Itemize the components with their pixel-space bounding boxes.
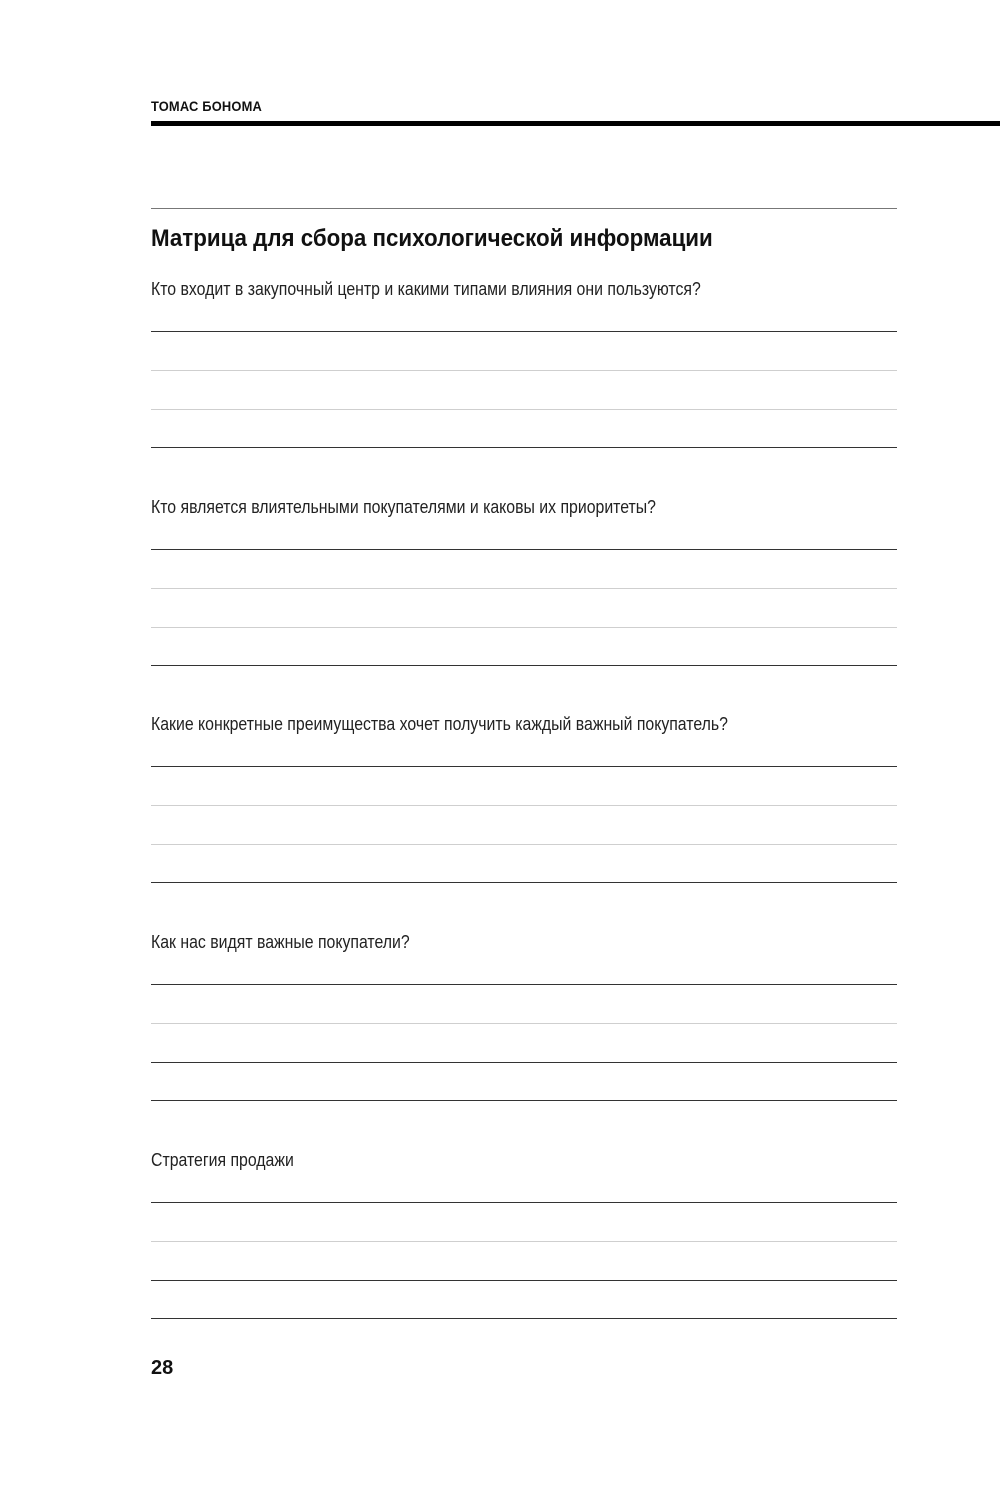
- answer-line[interactable]: [151, 882, 897, 883]
- answer-line[interactable]: [151, 1202, 897, 1203]
- answer-line[interactable]: [151, 805, 897, 806]
- question-text: Кто входит в закупочный центр и какими типами влияния они пользуются?: [151, 279, 701, 299]
- header-rule: [151, 121, 1000, 126]
- question-text: Кто является влиятельными покупателями и каковы их приоритеты?: [151, 497, 656, 517]
- answer-line[interactable]: [151, 1318, 897, 1319]
- answer-line[interactable]: [151, 549, 897, 550]
- answer-line[interactable]: [151, 1241, 897, 1242]
- answer-line[interactable]: [151, 766, 897, 767]
- question-text: Какие конкретные преимущества хочет получить каждый важный покупатель?: [151, 714, 728, 734]
- answer-line[interactable]: [151, 1062, 897, 1063]
- answer-line[interactable]: [151, 588, 897, 589]
- question-text: Как нас видят важные покупатели?: [151, 932, 410, 952]
- answer-line[interactable]: [151, 665, 897, 666]
- title-top-rule: [151, 208, 897, 209]
- page-title: Матрица для сбора психологической информации: [151, 225, 713, 252]
- question-text: Стратегия продажи: [151, 1150, 294, 1170]
- answer-line[interactable]: [151, 1023, 897, 1024]
- page-number: 28: [151, 1357, 174, 1379]
- answer-line[interactable]: [151, 331, 897, 332]
- answer-line[interactable]: [151, 1280, 897, 1281]
- running-head: ТОМАС БОНОМА: [151, 98, 263, 114]
- answer-line[interactable]: [151, 447, 897, 448]
- answer-line[interactable]: [151, 844, 897, 845]
- answer-line[interactable]: [151, 409, 897, 410]
- answer-line[interactable]: [151, 1100, 897, 1101]
- answer-line[interactable]: [151, 627, 897, 628]
- answer-line[interactable]: [151, 984, 897, 985]
- answer-line[interactable]: [151, 370, 897, 371]
